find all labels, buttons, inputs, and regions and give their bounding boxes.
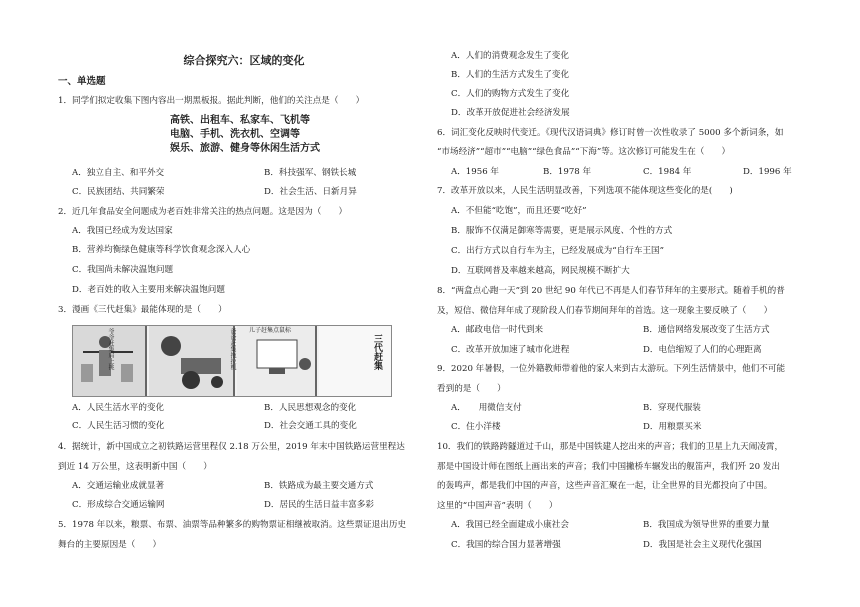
question-7-stem: 7．改革开放以来，人民生活明显改善，下列选项不能体现这些变化的是( ) <box>437 186 733 196</box>
comic-title: 三代赶集 <box>372 334 382 370</box>
question-10-option-c[interactable]: C．我国的综合国力显著增强 <box>451 540 561 550</box>
question-10-stem-line-3: 的轰鸣声，都是我们中国的声音，这些声音汇聚在一起，让全世界的目光都投向了中国。 <box>437 481 773 491</box>
question-4-option-a[interactable]: A．交通运输业成就显著 <box>72 481 165 491</box>
question-8-option-d[interactable]: D．电信缩短了人们的心理距离 <box>643 345 762 355</box>
question-2-option-b[interactable]: B．营养均衡绿色健康等科学饮食观念深入人心 <box>72 245 251 255</box>
question-1-option-d[interactable]: D．社会生活、日新月异 <box>264 187 357 197</box>
question-2-option-d[interactable]: D．老百姓的收入主要用来解决温饱问题 <box>72 285 225 295</box>
question-1-option-b[interactable]: B．科技强军、钢铁长城 <box>264 168 357 178</box>
question-9-option-d[interactable]: D．用粮票买米 <box>643 422 702 432</box>
question-7-option-a[interactable]: A．不但能“吃饱”，而且还要“吃好” <box>451 206 587 216</box>
question-10-stem-line-4: 这里的“中国声音”表明（ ） <box>437 501 558 511</box>
question-9-option-b[interactable]: B．穿现代服装 <box>643 403 701 413</box>
question-1-option-a[interactable]: A．独立自主、和平外交 <box>72 168 165 178</box>
section-heading: 一、单选题 <box>58 76 106 87</box>
question-6-option-d[interactable]: D．1996 年 <box>743 167 792 177</box>
question-3-option-a[interactable]: A．人民生活水平的变化 <box>72 403 165 413</box>
question-1-image-line-3: 娱乐、旅游、健身等休闲生活方式 <box>170 143 320 154</box>
question-8-stem-line-2: 及，短信、微信拜年成了现阶段人们春节期间拜年的首选。这一现象主要反映了（ ） <box>437 306 773 316</box>
question-4-option-d[interactable]: D．居民的生活日益丰富多彩 <box>264 500 375 510</box>
question-8-option-c[interactable]: C．改革开放加速了城市化进程 <box>451 345 570 355</box>
question-6-option-a[interactable]: A．1956 年 <box>451 167 499 177</box>
question-8-option-a[interactable]: A．邮政电信一时代到来 <box>451 325 544 335</box>
comic-caption-2: 爸爸赶集拖拉机 <box>229 328 236 370</box>
question-7-option-b[interactable]: B．服饰不仅满足御寒等需要，更是展示风度、个性的方式 <box>451 226 673 236</box>
question-4-option-c[interactable]: C．形成综合交通运输网 <box>72 500 165 510</box>
question-10-option-d[interactable]: D．我国是社会主义现代化强国 <box>643 540 762 550</box>
question-7-option-d[interactable]: D．互联网普及率越来越高，网民规模不断扩大 <box>451 266 630 276</box>
question-9-option-c[interactable]: C．住小洋楼 <box>451 422 501 432</box>
question-4-stem-line-1: 4．据统计，新中国成立之初铁路运营里程仅 2.18 万公里，2019 年末中国铁路运营里程达 <box>58 442 405 452</box>
question-1-option-c[interactable]: C．民族团结、共同繁荣 <box>72 187 165 197</box>
question-1-stem: 1．同学们拟定收集下图内容出一期黑板报。据此判断，他们的关注点是（ ） <box>58 96 365 106</box>
question-3-stem: 3．漫画《三代赶集》最能体现的是（ ） <box>58 305 227 315</box>
page-title: 综合探究六：区域的变化 <box>183 54 305 67</box>
question-2-stem: 2．近几年食品安全问题成为老百姓非常关注的热点问题。这是因为（ ） <box>58 207 348 217</box>
question-10-option-a[interactable]: A．我国已经全面建成小康社会 <box>451 520 569 530</box>
question-6-option-c[interactable]: C．1984 年 <box>643 167 692 177</box>
question-10-stem-line-1: 10．我们的铁路跨隧道过千山，那是中国铁建人挖出来的声音；我们的卫星上九天闹凌霄， <box>437 442 784 452</box>
question-9-option-a[interactable]: A． 用微信支付 <box>451 403 522 413</box>
question-5-option-d[interactable]: D．改革开放促进社会经济发展 <box>451 108 570 118</box>
question-9-stem-line-1: 9．2020 年暑假，一位外籍教师带着他的家人来到古太游玩。下列生活情景中，他们不可能 <box>437 364 786 374</box>
question-3-option-b[interactable]: B．人民思想观念的变化 <box>264 403 357 413</box>
question-9-stem-line-2: 看到的是（ ） <box>437 384 506 394</box>
question-10-option-b[interactable]: B．我国成为领导世界的重要力量 <box>643 520 770 530</box>
question-10-stem-line-2: 那是中国设计师在图纸上画出来的声音；我们中国撇桥车辗发出的舰笛声，我们歼 20 发出 <box>437 462 780 472</box>
question-1-image-line-1: 高铁、出租车、私家车、飞机等 <box>170 115 310 126</box>
question-5-option-a[interactable]: A．人们的消费观念发生了变化 <box>451 51 569 61</box>
question-6-stem-line-1: 6．词汇变化反映时代变迁。《现代汉语词典》修订时曾一次性收录了 5000 多个新词条，如 <box>437 128 784 138</box>
question-1-image-line-2: 电脑、手机、洗衣机、空调等 <box>170 129 300 140</box>
comic-caption-3: 儿子赶集点鼠标 <box>249 327 292 334</box>
three-generations-comic <box>72 325 392 397</box>
question-5-stem-line-1: 5．1978 年以来，粮票、布票、油票等品种繁多的购物票证相继被取消。这些票证退出历史 <box>58 520 407 530</box>
question-5-option-c[interactable]: C．人们的购物方式发生了变化 <box>451 89 570 99</box>
question-2-option-a[interactable]: A．我国已经成为发达国家 <box>72 226 173 236</box>
question-6-stem-line-2: “市场经济”“超市”“电脑”“绿色食品”“下海”等。这次修订可能发生在（ ） <box>437 147 731 157</box>
comic-caption-1: 爷爷赶集肩上挑 <box>107 328 114 370</box>
question-8-option-b[interactable]: B．通信网络发展改变了生活方式 <box>643 325 770 335</box>
question-7-option-c[interactable]: C．出行方式以自行车为主，已经发展成为“自行车王国” <box>451 246 665 256</box>
question-6-option-b[interactable]: B．1978 年 <box>543 167 592 177</box>
question-3-option-d[interactable]: D．社会交通工具的变化 <box>264 421 357 431</box>
question-5-option-b[interactable]: B．人们的生活方式发生了变化 <box>451 70 570 80</box>
question-8-stem-line-1: 8．“两盒点心跑一天”到 20 世纪 90 年代已不再是人们春节拜年的主要形式。随着手机的普 <box>437 286 785 296</box>
question-4-option-b[interactable]: B．铁路成为最主要交通方式 <box>264 481 374 491</box>
question-2-option-c[interactable]: C．我国尚未解决温饱问题 <box>72 265 174 275</box>
question-5-stem-line-2: 舞台的主要原因是（ ） <box>58 540 162 550</box>
question-4-stem-line-2: 到近 14 万公里，这表明新中国（ ） <box>58 462 212 472</box>
question-3-option-c[interactable]: C．人民生活习惯的变化 <box>72 421 165 431</box>
